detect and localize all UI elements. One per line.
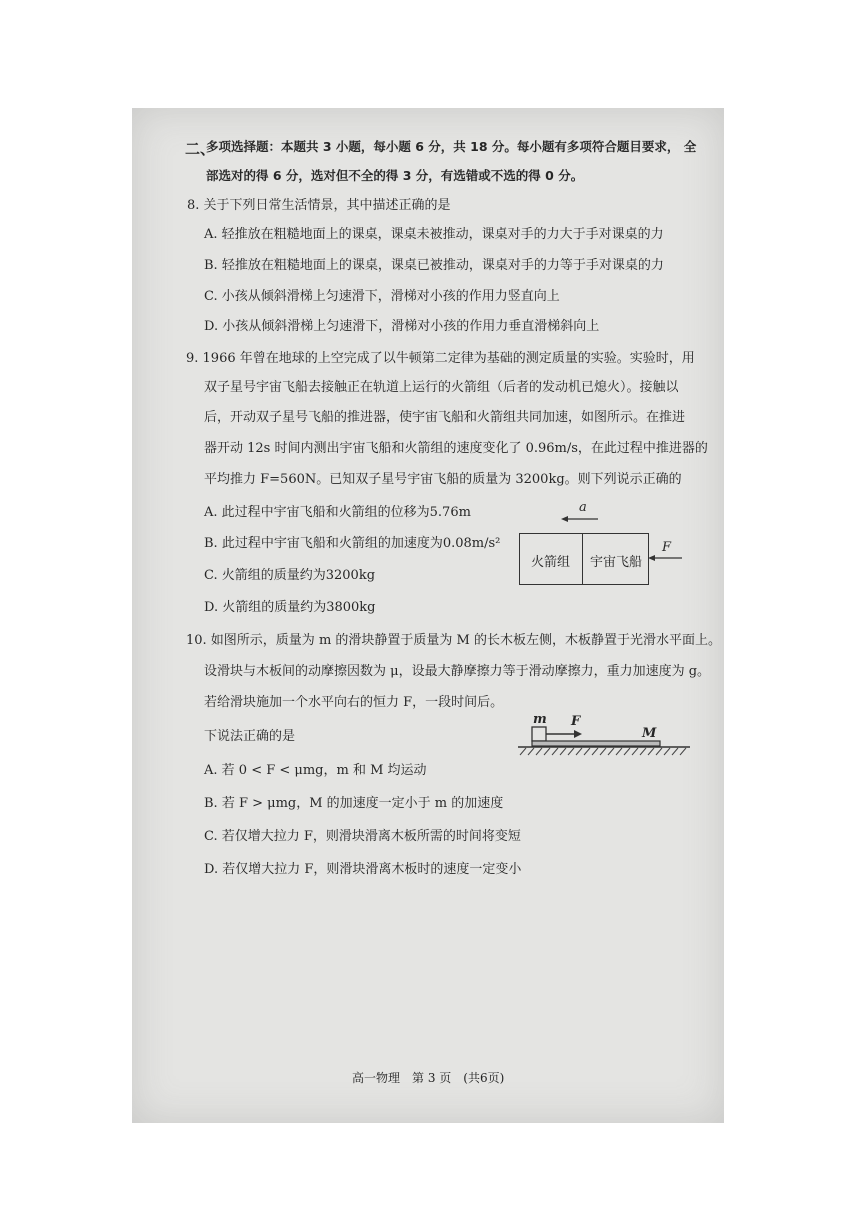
q8-stem: 8. 关于下列日常生活情景，其中描述正确的是 [187,198,451,213]
q10-option-b: B. 若 F > μmg，M 的加速度一定小于 m 的加速度 [204,796,504,811]
q9-stem-line3: 后，开动双子星号飞船的推进器，使宇宙飞船和火箭组共同加速，如图所示。在推进 [204,410,686,425]
q9-stem-line5: 平均推力 F=560N。已知双子星号宇宙飞船的质量为 3200kg。则下列说示正确的 [204,472,682,487]
q10-diagram-icon [514,725,692,761]
q8-option-a: A. 轻推放在粗糙地面上的课桌，课桌未被推动，课桌对手的力大于手对课桌的力 [204,227,664,242]
q10-F-label: F [571,714,581,729]
q9-stem-line2: 双子星号宇宙飞船去接触正在轨道上运行的火箭组（后者的发动机已熄火）。接触以 [204,380,679,395]
q9-option-a: A. 此过程中宇宙飞船和火箭组的位移为5.76m [204,505,471,520]
q9-option-d: D. 火箭组的质量约为3800kg [204,600,376,615]
q10-stem-line3: 若给滑块施加一个水平向右的恒力 F，一段时间后。 [204,695,504,710]
q9-force-label: F [662,540,672,555]
section-instructions-line1: 多项选择题：本题共 3 小题，每小题 6 分，共 18 分。每小题有多项符合题目要求， 全 [206,139,697,154]
q10-stem-line4: 下说法正确的是 [204,729,296,744]
q10-M-label: M [642,726,657,741]
q8-option-b: B. 轻推放在粗糙地面上的课桌，课桌已被推动，课桌对手的力等于手对课桌的力 [204,258,664,273]
q9-option-c: C. 火箭组的质量约为3200kg [204,568,376,583]
q10-option-a: A. 若 0 < F < μmg，m 和 M 均运动 [204,763,427,778]
page-footer: 高一物理 第 3 页 (共6页) [352,1071,505,1085]
q9-force-arrow-icon [647,553,683,563]
q8-option-c: C. 小孩从倾斜滑梯上匀速滑下，滑梯对小孩的作用力竖直向上 [204,289,560,304]
q9-system-boxes [519,533,649,585]
q9-stem-line1: 9. 1966 年曾在地球的上空完成了以牛顿第二定律为基础的测定质量的实验。实验时，用 [186,351,695,366]
q9-stem-line4: 器开动 12s 时间内测出宇宙飞船和火箭组的速度变化了 0.96m/s，在此过程中推进器的 [204,441,708,456]
q10-option-c: C. 若仅增大拉力 F，则滑块滑离木板所需的时间将变短 [204,829,521,844]
section-instructions-line2: 部选对的得 6 分，选对但不全的得 3 分，有选错或不选的得 0 分。 [206,168,584,183]
q10-stem-line2: 设滑块与木板间的动摩擦因数为 μ，设最大静摩擦力等于滑动摩擦力，重力加速度为 g。 [204,664,711,679]
section-marker: 二、 [185,140,216,158]
q8-option-d: D. 小孩从倾斜滑梯上匀速滑下，滑梯对小孩的作用力垂直滑梯斜向上 [204,319,600,334]
q9-spaceship-label: 宇宙飞船 [590,555,643,570]
q9-rocket-label: 火箭组 [531,555,571,570]
q10-m-label: m [533,712,547,727]
q10-stem-line1: 10. 如图所示，质量为 m 的滑块静置于质量为 M 的长木板左侧，木板静置于光滑水平面上。 [186,633,721,648]
q10-option-d: D. 若仅增大拉力 F，则滑块滑离木板时的速度一定变小 [204,862,522,877]
q9-accel-label: a [579,500,587,515]
q9-option-b: B. 此过程中宇宙飞船和火箭组的加速度为0.08m/s² [204,536,501,551]
q9-accel-arrow-icon [560,514,600,524]
